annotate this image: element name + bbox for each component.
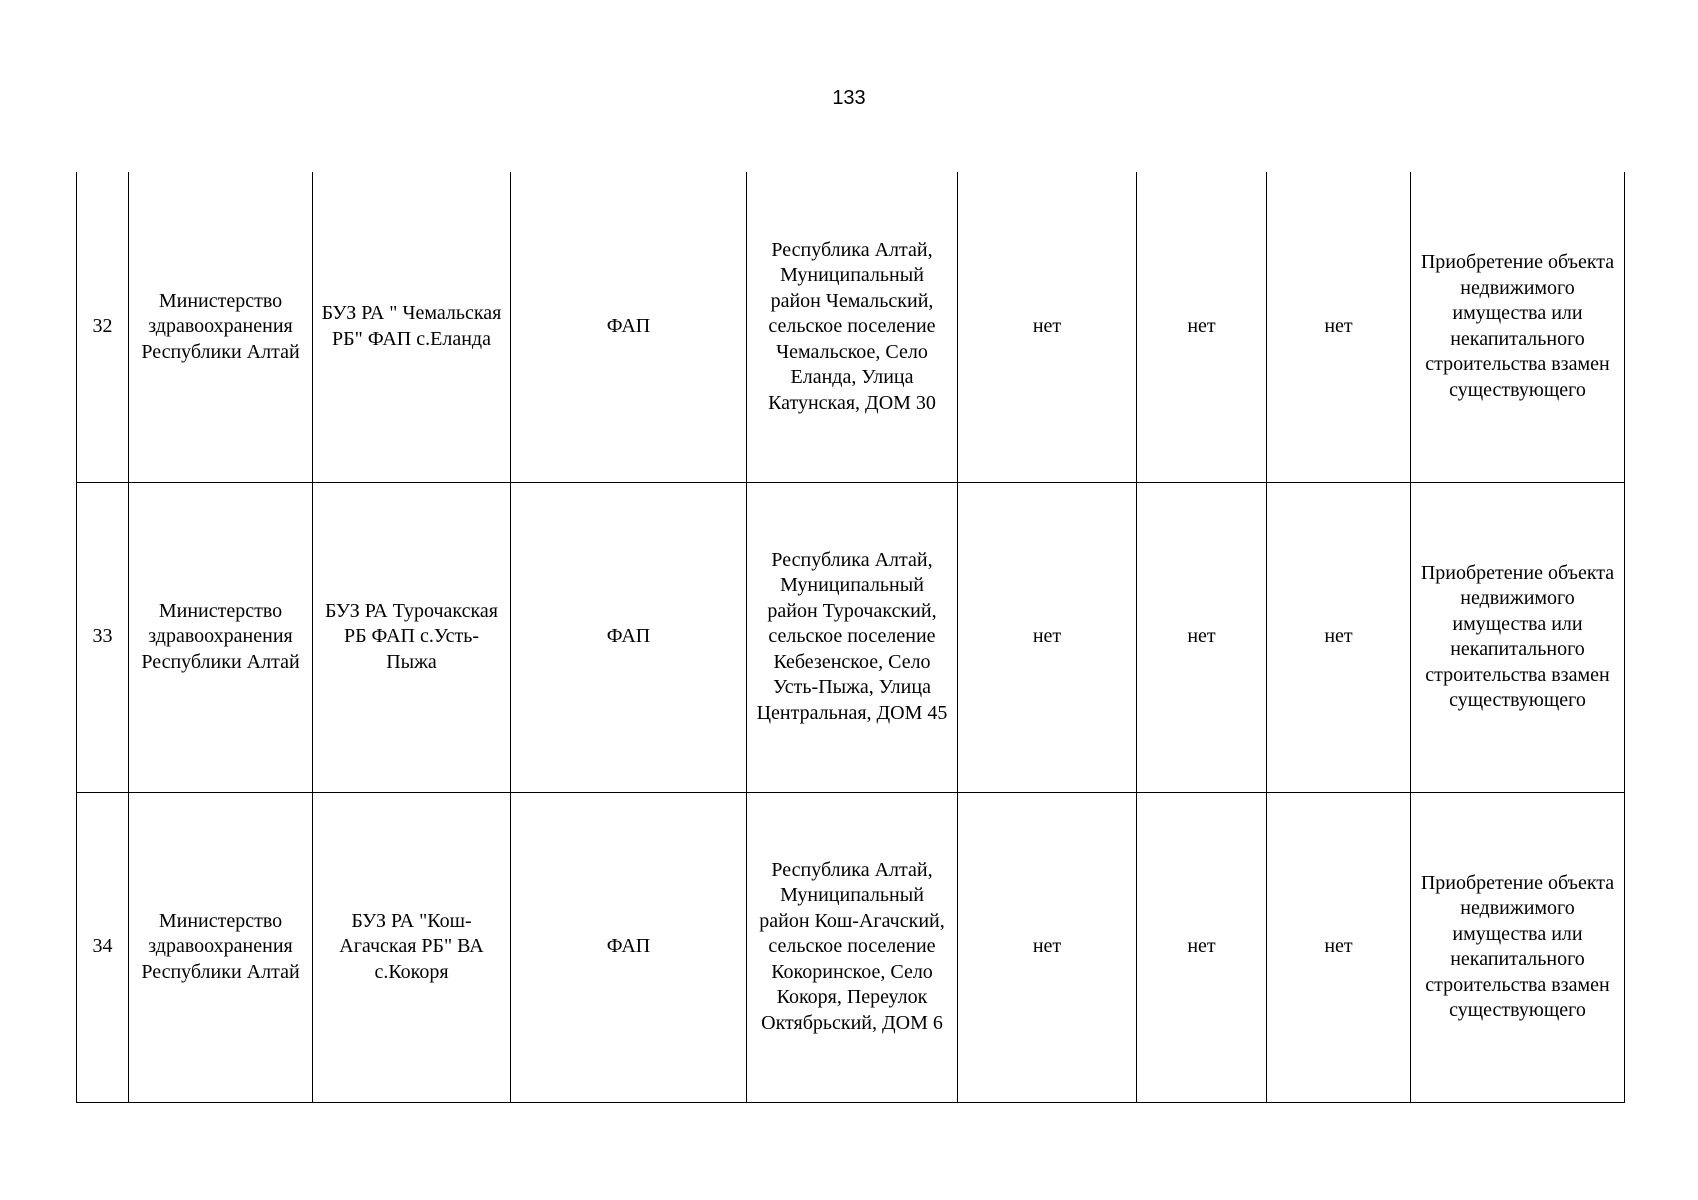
institution-name: БУЗ РА Турочакская РБ ФАП с.Усть-Пыжа [325, 599, 498, 673]
planned-action: Приобретение объекта недвижимого имущества или некапитального строительства взамен существующего [1420, 251, 1615, 401]
organization-cell [129, 482, 313, 792]
facility-type: ФАП [606, 935, 651, 958]
facility-address: Республика Алтай, Муниципальный район Кош-Агачский, сельское поселение Кокоринское, Село Кокоря, Переулок Октябрьский, ДОМ 6 [759, 858, 945, 1034]
column-8-cell [1267, 792, 1411, 1102]
column-6-cell [958, 482, 1137, 792]
column-6-value: нет [1032, 625, 1062, 648]
row-number: 33 [92, 625, 113, 648]
table-row [77, 792, 1625, 1102]
facility-type-cell [511, 482, 747, 792]
column-8-value: нет [1324, 625, 1353, 648]
institution-cell [313, 482, 511, 792]
facilities-table [76, 172, 1625, 1103]
table-row [77, 482, 1625, 792]
facility-type: ФАП [606, 315, 651, 337]
column-6-value: нет [1032, 935, 1062, 958]
column-6-value: нет [1032, 315, 1062, 337]
column-7-value: нет [1187, 315, 1216, 337]
column-7-value: нет [1187, 625, 1216, 648]
column-7-cell [1137, 482, 1267, 792]
column-7-value: нет [1187, 935, 1216, 958]
institution-cell [313, 172, 511, 482]
address-cell [747, 792, 958, 1102]
facility-type-cell [511, 172, 747, 482]
address-cell [747, 482, 958, 792]
organization-cell [129, 792, 313, 1102]
column-8-value: нет [1324, 315, 1353, 337]
organization-name: Министерство здравоохранения Республики Алтай [141, 289, 300, 363]
row-number-cell [77, 792, 129, 1102]
facility-type-cell [511, 792, 747, 1102]
action-cell [1411, 172, 1625, 482]
facility-address: Республика Алтай, Муниципальный район Чемальский, сельское поселение Чемальское, Село Еланда, Улица Катунская, ДОМ 30 [768, 238, 936, 414]
column-6-cell [958, 792, 1137, 1102]
organization-name: Министерство здравоохранения Республики Алтай [141, 909, 300, 983]
action-cell [1411, 792, 1625, 1102]
row-number: 34 [92, 935, 113, 958]
column-8-cell [1267, 482, 1411, 792]
column-8-cell [1267, 172, 1411, 482]
column-6-cell [958, 172, 1137, 482]
organization-name: Министерство здравоохранения Республики Алтай [141, 599, 300, 673]
row-number-cell [77, 172, 129, 482]
page-number: 133 [832, 87, 866, 109]
column-7-cell [1137, 792, 1267, 1102]
institution-name: БУЗ РА "Кош-Агачская РБ" ВА с.Кокоря [339, 909, 484, 983]
table-row [77, 172, 1625, 482]
planned-action: Приобретение объекта недвижимого имущества или некапитального строительства взамен существующего [1420, 871, 1615, 1021]
organization-cell [129, 172, 313, 482]
row-number-cell [77, 482, 129, 792]
column-7-cell [1137, 172, 1267, 482]
address-cell [747, 172, 958, 482]
institution-cell [313, 792, 511, 1102]
facility-type: ФАП [606, 625, 651, 648]
row-number: 32 [92, 315, 113, 337]
column-8-value: нет [1324, 935, 1353, 958]
planned-action: Приобретение объекта недвижимого имущества или некапитального строительства взамен существующего [1420, 561, 1615, 711]
action-cell [1411, 482, 1625, 792]
facility-address: Республика Алтай, Муниципальный район Турочакский, сельское поселение Кебезенское, Село Усть-Пыжа, Улица Центральная, ДОМ 45 [756, 548, 948, 724]
institution-name: БУЗ РА " Чемальская РБ" ФАП с.Еланда [321, 302, 502, 350]
